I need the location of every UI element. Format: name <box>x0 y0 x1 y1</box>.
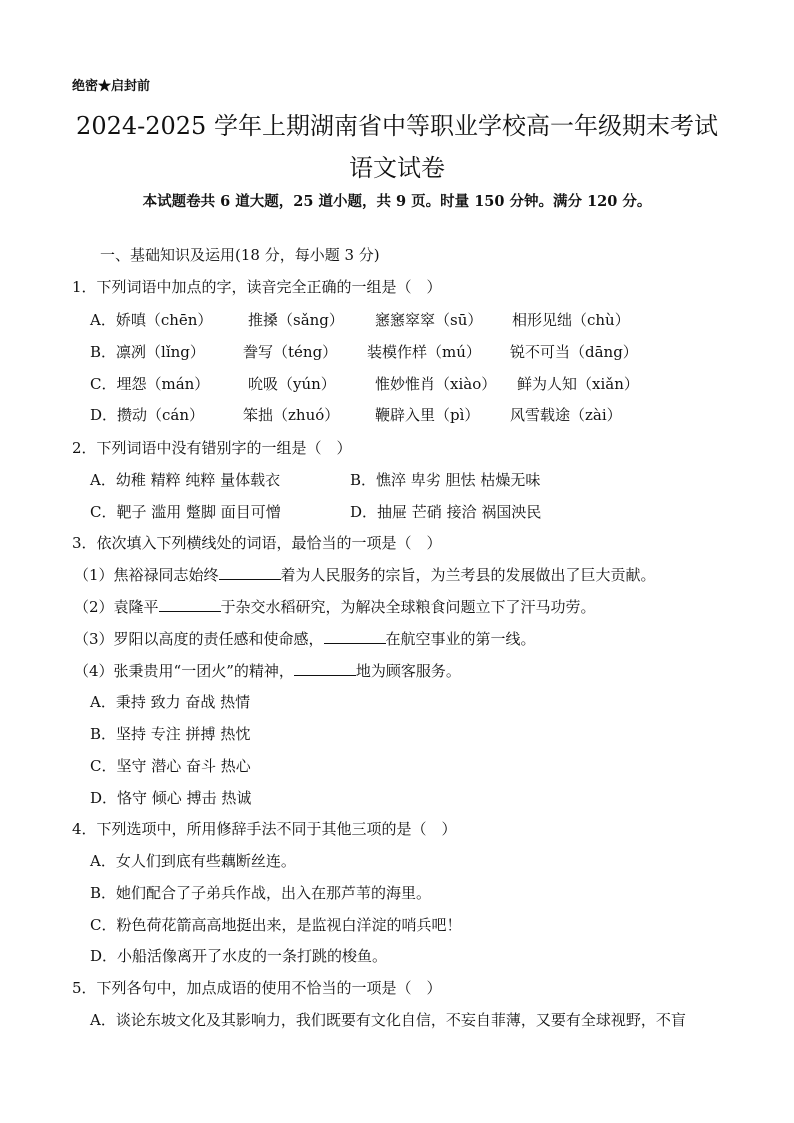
q4-option-c: C．粉色荷花箭高高地挺出来，是监视白洋淀的哨兵吧！ <box>90 916 462 934</box>
q3-blank-2 <box>159 597 221 612</box>
q3-s3-post: 在航空事业的第一线。 <box>385 630 536 648</box>
q1-option-a-col2: 推搡（sǎng） <box>248 311 344 329</box>
q1-option-c-col3: 惟妙惟肖（xiào） <box>375 375 497 393</box>
q1-option-c-col2: 吮吸（yún） <box>248 375 336 393</box>
q1-option-d-col1: D．攒动（cán） <box>90 406 205 424</box>
q4-option-b: B．她们配合了子弟兵作战，出入在那芦苇的海里。 <box>90 884 432 902</box>
q1-option-d-col2: 笨拙（zhuó） <box>243 406 340 424</box>
q1-option-a-col1: A．娇嗔（chēn） <box>90 311 213 329</box>
exam-subtitle: 语文试卷 <box>349 154 445 182</box>
question-4-stem: 4．下列选项中，所用修辞手法不同于其他三项的是（ ） <box>72 820 457 838</box>
q3-s2-pre: （2）袁隆平 <box>74 598 159 616</box>
q1-option-d-col4: 风雪载途（zài） <box>510 406 622 424</box>
q1-option-d-col3: 鞭辟入里（pì） <box>375 406 480 424</box>
secret-mark: 绝密★启封前 <box>72 79 151 94</box>
q1-option-c-col4: 鲜为人知（xiǎn） <box>517 375 639 393</box>
question-3-stem: 3．依次填入下列横线处的词语，最恰当的一项是（ ） <box>72 534 442 552</box>
question-2-stem: 2．下列词语中没有错别字的一组是（ ） <box>72 439 352 457</box>
q3-s4-post: 地为顾客服务。 <box>355 662 461 680</box>
q3-s2-post: 于杂交水稻研究，为解决全球粮食问题立下了汗马功劳。 <box>220 598 596 616</box>
q1-option-c-col1: C．埋怨（mán） <box>90 375 210 393</box>
q3-s1-post: 着为人民服务的宗旨，为兰考县的发展做出了巨大贡献。 <box>280 566 656 584</box>
q3-sentence-1 <box>74 564 656 585</box>
q2-option-c: C．靶子 滥用 蹩脚 面目可憎 <box>90 503 281 521</box>
q4-option-d: D．小船活像离开了水皮的一条打跳的梭鱼。 <box>90 947 388 965</box>
q3-blank-4 <box>294 661 356 676</box>
exam-title: 2024-2025 学年上期湖南省中等职业学校高一年级期末考试 <box>76 112 718 140</box>
q1-option-b-col1: B．凛冽（lǐng） <box>90 343 205 361</box>
section-heading: 一、基础知识及运用(18 分，每小题 3 分) <box>100 246 380 264</box>
q3-s1-pre: （1）焦裕禄同志始终 <box>74 566 219 584</box>
question-5-stem: 5．下列各句中，加点成语的使用不恰当的一项是（ ） <box>72 979 442 997</box>
q3-sentence-4 <box>74 660 461 681</box>
q3-sentence-3 <box>74 628 536 649</box>
q1-option-a-col4: 相形见绌（chù） <box>512 311 630 329</box>
question-1-stem: 1．下列词语中加点的字，读音完全正确的一组是（ ） <box>72 278 442 296</box>
exam-instructions: 本试题卷共 6 道大题，25 道小题，共 9 页。时量 150 分钟。满分 120 分。 <box>142 193 652 210</box>
q2-option-a: A．幼稚 精粹 纯粹 量体载衣 <box>90 471 281 489</box>
q3-s4-pre: （4）张秉贵用“一团火”的精神， <box>74 662 294 680</box>
q2-option-b: B．憔淬 卑劣 胆怯 枯燥无味 <box>350 471 541 489</box>
q3-blank-3 <box>324 629 386 644</box>
q1-option-b-col2: 誊写（téng） <box>243 343 338 361</box>
q3-option-a: A．秉持 致力 奋战 热情 <box>90 693 251 711</box>
q3-option-d: D．恪守 倾心 搏击 热诚 <box>90 789 252 807</box>
q4-option-a: A．女人们到底有些藕断丝连。 <box>90 852 296 870</box>
q3-blank-1 <box>219 565 281 580</box>
q3-sentence-2 <box>74 596 596 617</box>
q1-option-a-col3: 窸窸窣窣（sū） <box>375 311 483 329</box>
q2-option-d: D．抽屉 芒硝 接洽 祸国泱民 <box>350 503 542 521</box>
q3-option-b: B．坚持 专注 拼搏 热忱 <box>90 725 251 743</box>
q3-s3-pre: （3）罗阳以高度的责任感和使命感， <box>74 630 324 648</box>
q1-option-b-col3: 装模作样（mú） <box>367 343 481 361</box>
q1-option-b-col4: 锐不可当（dāng） <box>510 343 638 361</box>
q3-option-c: C．坚守 潜心 奋斗 热心 <box>90 757 251 775</box>
q5-option-a: A．谈论东坡文化及其影响力，我们既要有文化自信，不妄自菲薄，又要有全球视野，不盲 <box>90 1011 686 1029</box>
